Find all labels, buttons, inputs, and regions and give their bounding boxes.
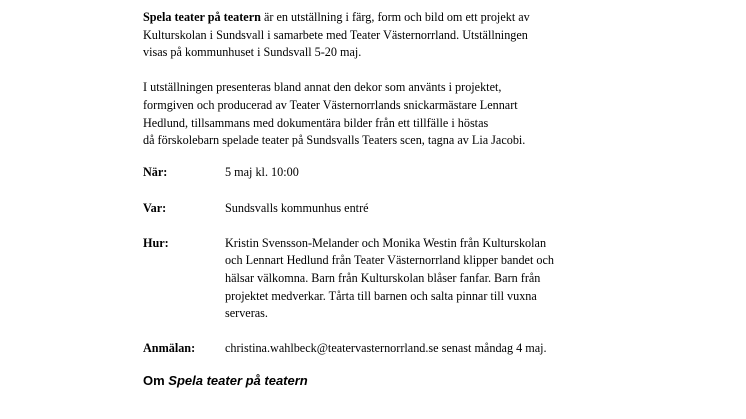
about-heading-prefix: Om [143,372,169,388]
description-paragraph [143,79,613,149]
intro-line-1 [143,9,613,27]
press-release-document [143,9,613,389]
how-value-line: hälsar välkomna. Barn från Kulturskolan blåser fanfar. Barn från [225,270,541,285]
when-value: 5 maj kl. 10:00 [225,165,299,180]
when-field [143,164,613,182]
where-field [143,200,613,218]
about-heading-title: Spela teater på teatern [168,372,308,388]
intro-line-1-rest: är en utställning i färg, form och bild om ett projekt av [260,10,530,24]
about-heading [143,372,613,389]
intro-paragraph [143,9,613,62]
description-line: Hedlund, tillsammans med dokumentära bilder från ett tillfälle i höstas [143,115,489,130]
where-value: Sundsvalls kommunhus entré [225,200,369,215]
description-line: då förskolebarn spelade teater på Sundsvalls Teaters scen, tagna av Lia Jacobi. [143,133,526,148]
registration-value[interactable]: christina.wahlbeck@teatervasternorrland.se senast måndag 4 maj. [225,341,547,356]
how-label: Hur: [143,235,169,250]
registration-label: Anmälan: [143,341,196,356]
registration-field [143,340,613,358]
intro-line-2: Kulturskolan i Sundsvall i samarbete med Teater Västernorrland. Utställningen [143,27,528,42]
how-value-line: serveras. [225,306,268,321]
how-field [143,235,613,323]
where-label: Var: [143,200,167,215]
how-value-line: Kristin Svensson-Melander och Monika Westin från Kulturskolan [225,235,547,250]
description-line: I utställningen presenteras bland annat den dekor som använts i projektet, [143,80,502,95]
how-value-line: och Lennart Hedlund från Teater Västernorrland klipper bandet och [225,253,554,268]
intro-line-3: visas på kommunhuset i Sundsvall 5-20 maj. [143,45,362,60]
when-label: När: [143,165,168,180]
description-line: formgiven och producerad av Teater Västernorrlands snickarmästare Lennart [143,97,518,112]
exhibition-title: Spela teater på teatern [143,10,261,24]
how-value-line: projektet medverkar. Tårta till barnen och salta pinnar till vuxna [225,288,537,303]
